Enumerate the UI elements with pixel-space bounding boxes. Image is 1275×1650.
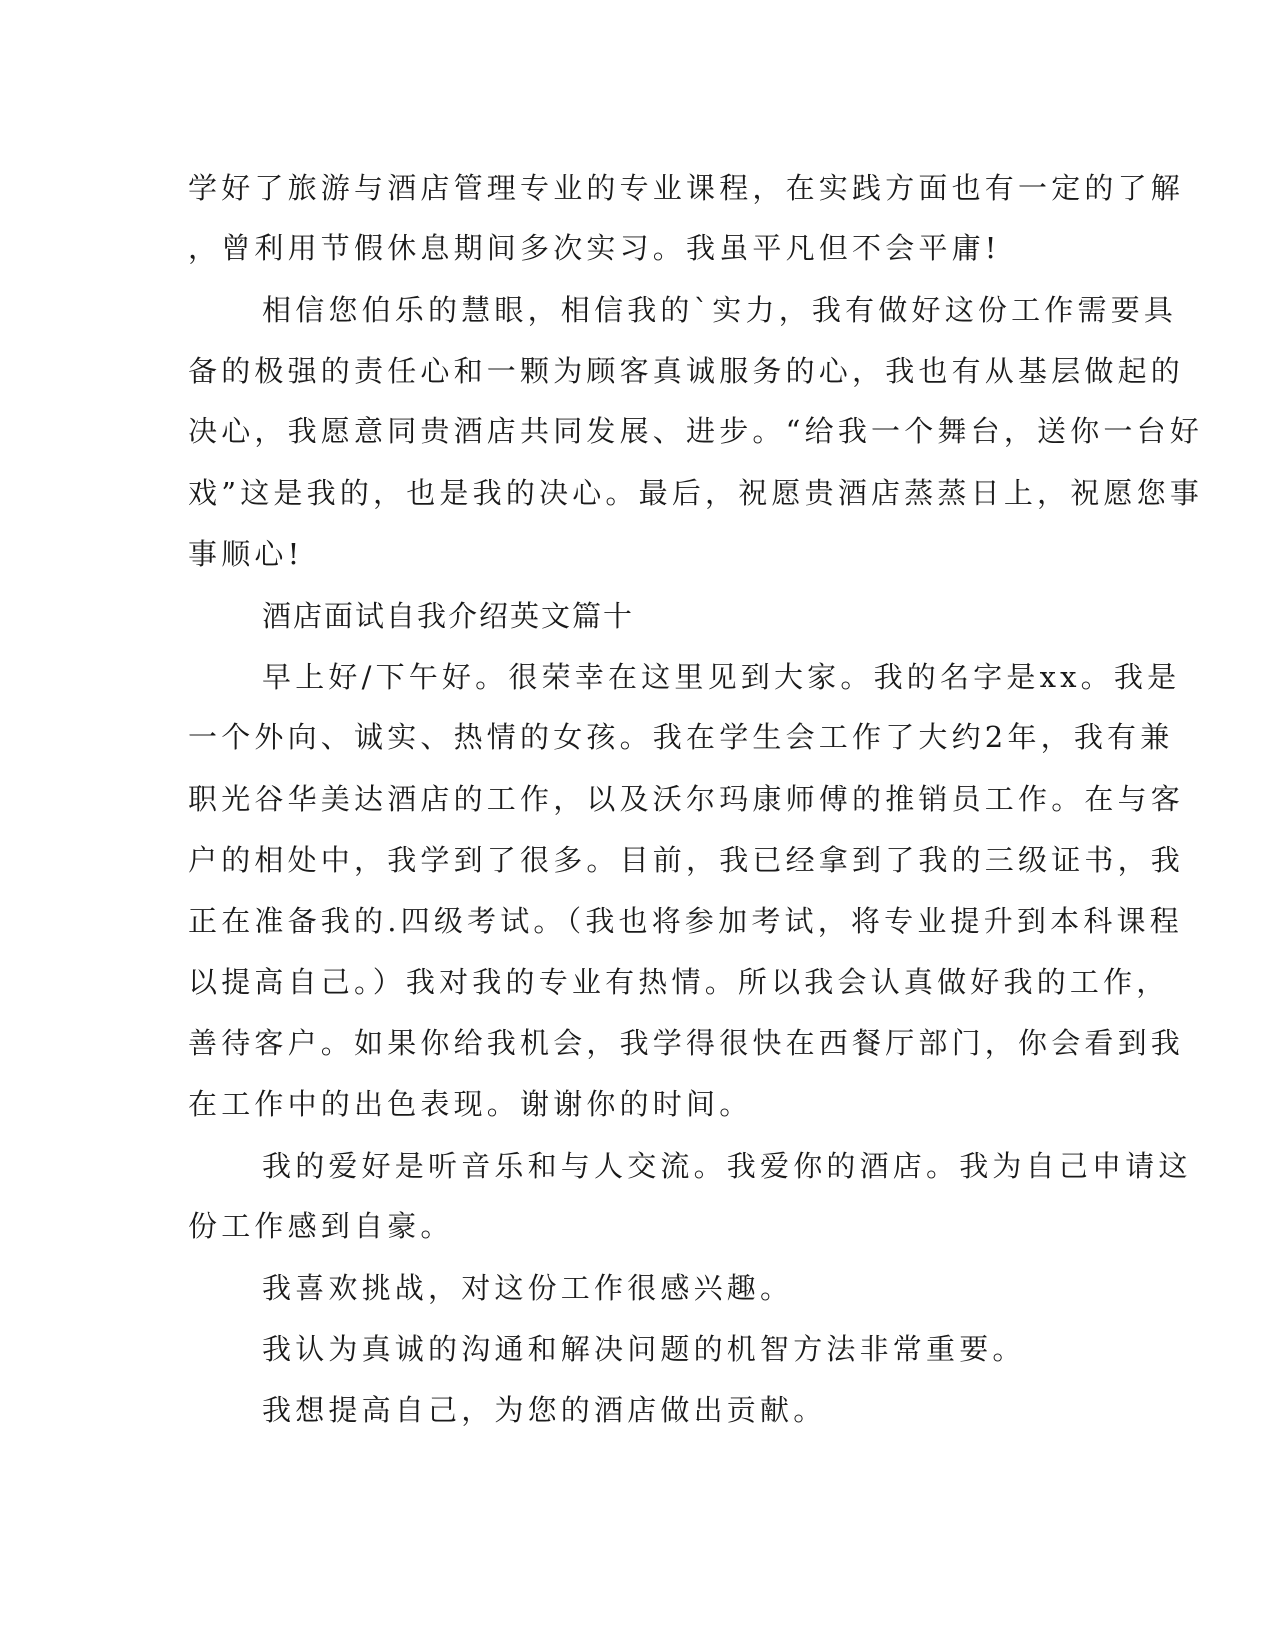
body-text-line: 戏”这是我的，也是我的决心。最后，祝愿贵酒店蒸蒸日上，祝愿您事 — [188, 476, 1204, 510]
body-text-line: 职光谷华美达酒店的工作，以及沃尔玛康师傅的推销员工作。在与客 — [188, 782, 1185, 816]
body-text-line: 事顺心! — [188, 537, 304, 571]
body-text-line: 备的极强的责任心和一颗为顾客真诚服务的心，我也有从基层做起的 — [188, 354, 1185, 388]
paragraph-start-line: 我喜欢挑战，对这份工作很感兴趣。 — [262, 1271, 794, 1305]
body-text-line: 在工作中的出色表现。谢谢你的时间。 — [188, 1087, 753, 1121]
body-text-line: ，曾利用节假休息期间多次实习。我虽平凡但不会平庸! — [188, 231, 1001, 265]
paragraph-start-line: 我认为真诚的沟通和解决问题的机智方法非常重要。 — [262, 1332, 1026, 1366]
paragraph-start-line: 我想提高自己，为您的酒店做出贡献。 — [262, 1393, 827, 1427]
section-heading: 酒店面试自我介绍英文篇十 — [262, 599, 635, 633]
body-text-line: 户的相处中，我学到了很多。目前，我已经拿到了我的三级证书，我 — [188, 843, 1185, 877]
body-text-line: 以提高自己。）我对我的专业有热情。所以我会认真做好我的工作， — [188, 965, 1170, 999]
paragraph-start-line: 相信您伯乐的慧眼，相信我的`实力，我有做好这份工作需要具 — [262, 293, 1178, 327]
body-text-line: 学好了旅游与酒店管理专业的专业课程，在实践方面也有一定的了解 — [188, 171, 1185, 205]
body-text-line: 决心，我愿意同贵酒店共同发展、进步。“给我一个舞台，送你一台好 — [188, 414, 1204, 448]
paragraph-start-line: 早上好/下午好。很荣幸在这里见到大家。我的名字是xx。我是 — [262, 660, 1181, 694]
body-text-line: 份工作感到自豪。 — [188, 1209, 454, 1243]
body-text-line: 正在准备我的.四级考试。（我也将参加考试，将专业提升到本科课程 — [188, 904, 1183, 938]
body-text-line: 善待客户。如果你给我机会，我学得很快在西餐厅部门，你会看到我 — [188, 1026, 1185, 1060]
body-text-line: 一个外向、诚实、热情的女孩。我在学生会工作了大约2年，我有兼 — [188, 720, 1174, 754]
paragraph-start-line: 我的爱好是听音乐和与人交流。我爱你的酒店。我为自己申请这 — [262, 1149, 1192, 1183]
